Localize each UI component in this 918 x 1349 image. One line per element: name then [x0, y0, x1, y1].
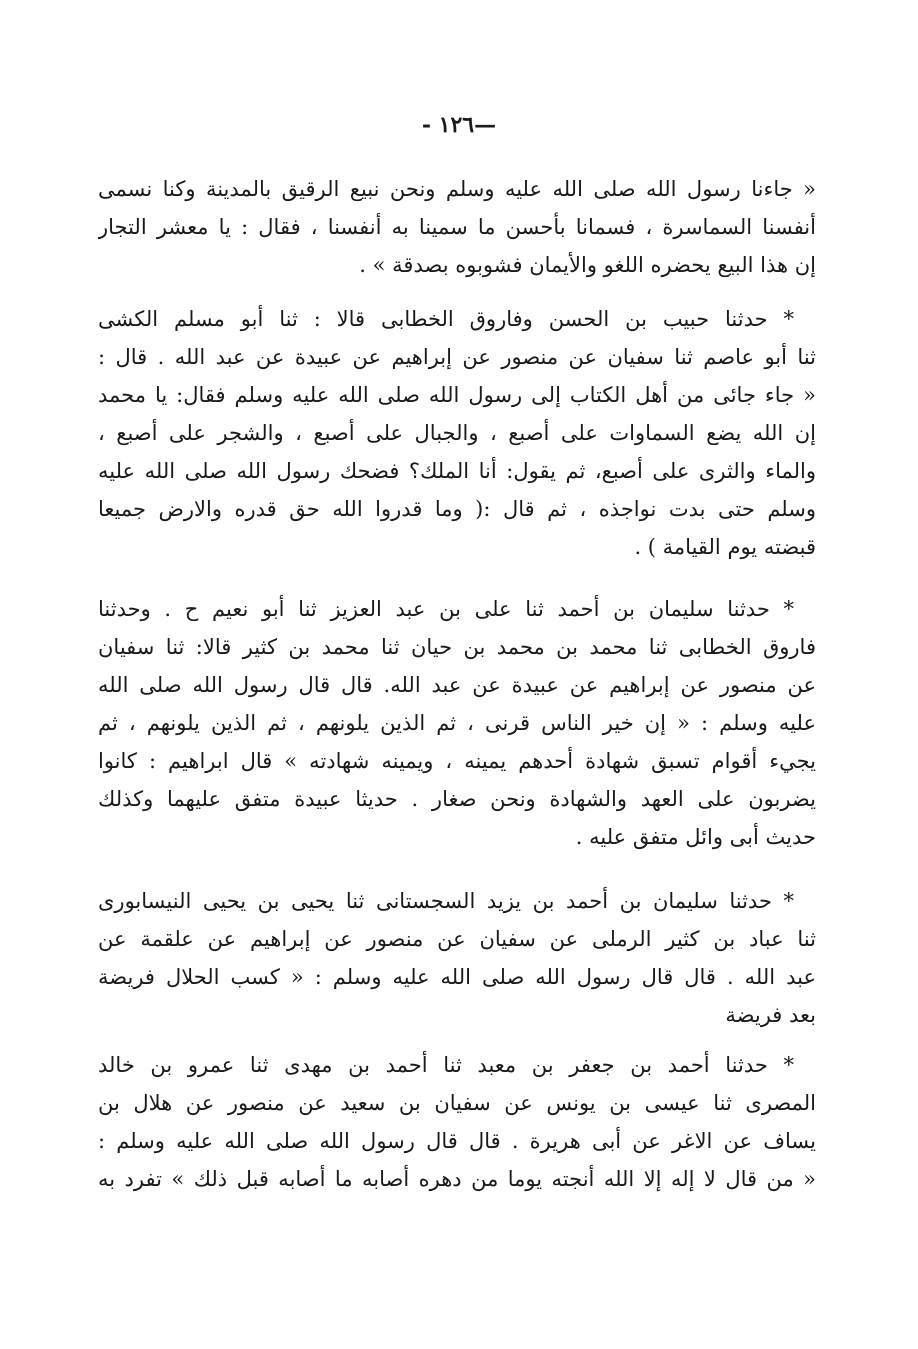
- text-line: إن الله يضع السماوات على أصبع ، والجبال على أصبع ، والشجر على أصبع ،: [98, 421, 816, 445]
- paragraph-3: [98, 590, 816, 856]
- text-line: يضربون على العهد والشهادة ونحن صغار . حديثا عبيدة متفق عليهما وكذلك: [98, 787, 816, 811]
- text-line: ثنا أبو عاصم ثنا سفيان عن منصور عن إبراهيم عن عبيدة عن عبد الله . قال :: [98, 345, 816, 369]
- text-line: وسلم حتى بدت نواجذه ، ثم قال :( وما قدروا الله حق قدره والارض جميعا: [98, 497, 816, 521]
- paragraph-2: [98, 300, 816, 566]
- text-line: فاروق الخطابى ثنا محمد بن محمد بن حيان ثنا محمد بن كثير قالا: ثنا سفيان: [98, 635, 816, 659]
- paragraph-5: [98, 1046, 816, 1198]
- text-line: * حدثنا أحمد بن جعفر بن معبد ثنا أحمد بن مهدى ثنا عمرو بن خالد: [98, 1053, 794, 1077]
- paragraph-1: [98, 170, 816, 284]
- text-line: ثنا عباد بن كثير الرملى عن سفيان عن منصور عن إبراهيم عن علقمة عن: [98, 927, 816, 951]
- text-line: إن هذا البيع يحضره اللغو والأيمان فشوبوه بصدقة » .: [359, 253, 816, 277]
- text-line: أنفسنا السماسرة ، فسمانا بأحسن ما سمينا به أنفسنا ، فقال : يا معشر التجار: [98, 215, 816, 239]
- text-line: والماء والثرى على أصبع، ثم يقول: أنا الملك؟ فضحك رسول الله صلى الله عليه: [98, 459, 816, 483]
- text-line: « جاء جائى من أهل الكتاب إلى رسول الله صلى الله عليه وسلم فقال: يا محمد: [98, 383, 816, 407]
- text-line: حديث أبى وائل متفق عليه .: [575, 825, 816, 849]
- text-line: « جاءنا رسول الله صلى الله عليه وسلم ونحن نبيع الرقيق بالمدينة وكنا نسمى: [98, 177, 816, 201]
- text-line: * حدثنا حبيب بن الحسن وفاروق الخطابى قالا : ثنا أبو مسلم الكشى: [98, 307, 794, 331]
- text-line: يساف عن الاغر عن أبى هريرة . قال قال رسول الله صلى الله عليه وسلم :: [98, 1129, 816, 1153]
- text-line: عليه وسلم : « إن خير الناس قرنى ، ثم الذين يلونهم ، ثم الذين يلونهم ، ثم: [98, 711, 816, 735]
- text-line: قبضته يوم القيامة ) .: [634, 535, 816, 559]
- text-line: المصرى ثنا عيسى بن يونس عن سفيان بن سعيد عن منصور عن هلال بن: [98, 1091, 816, 1115]
- text-line: عبد الله . قال قال رسول الله صلى الله عليه وسلم : « كسب الحلال فريضة: [98, 965, 816, 989]
- text-line: * حدثنا سليمان بن أحمد ثنا على بن عبد العزيز ثنا أبو نعيم ح . وحدثنا: [98, 597, 794, 621]
- text-line: * حدثنا سليمان بن أحمد بن يزيد السجستانى ثنا يحيى بن يحيى النيسابورى: [98, 889, 794, 913]
- text-line: بعد فريضة: [725, 1003, 816, 1027]
- text-line: « من قال لا إله إلا الله أنجته يوما من دهره أصابه ما أصابه قبل ذلك » تفرد به: [98, 1167, 816, 1191]
- text-line: عن منصور عن إبراهيم عن عبيدة عن عبد الله. قال قال رسول الله صلى الله: [98, 673, 816, 697]
- text-line: يجيء أقوام تسبق شهادة أحدهم يمينه ، ويمينه شهادته » قال ابراهيم : كانوا: [98, 749, 816, 773]
- paragraph-4: [98, 882, 816, 1034]
- page-number: —١٢٦ -: [421, 112, 497, 138]
